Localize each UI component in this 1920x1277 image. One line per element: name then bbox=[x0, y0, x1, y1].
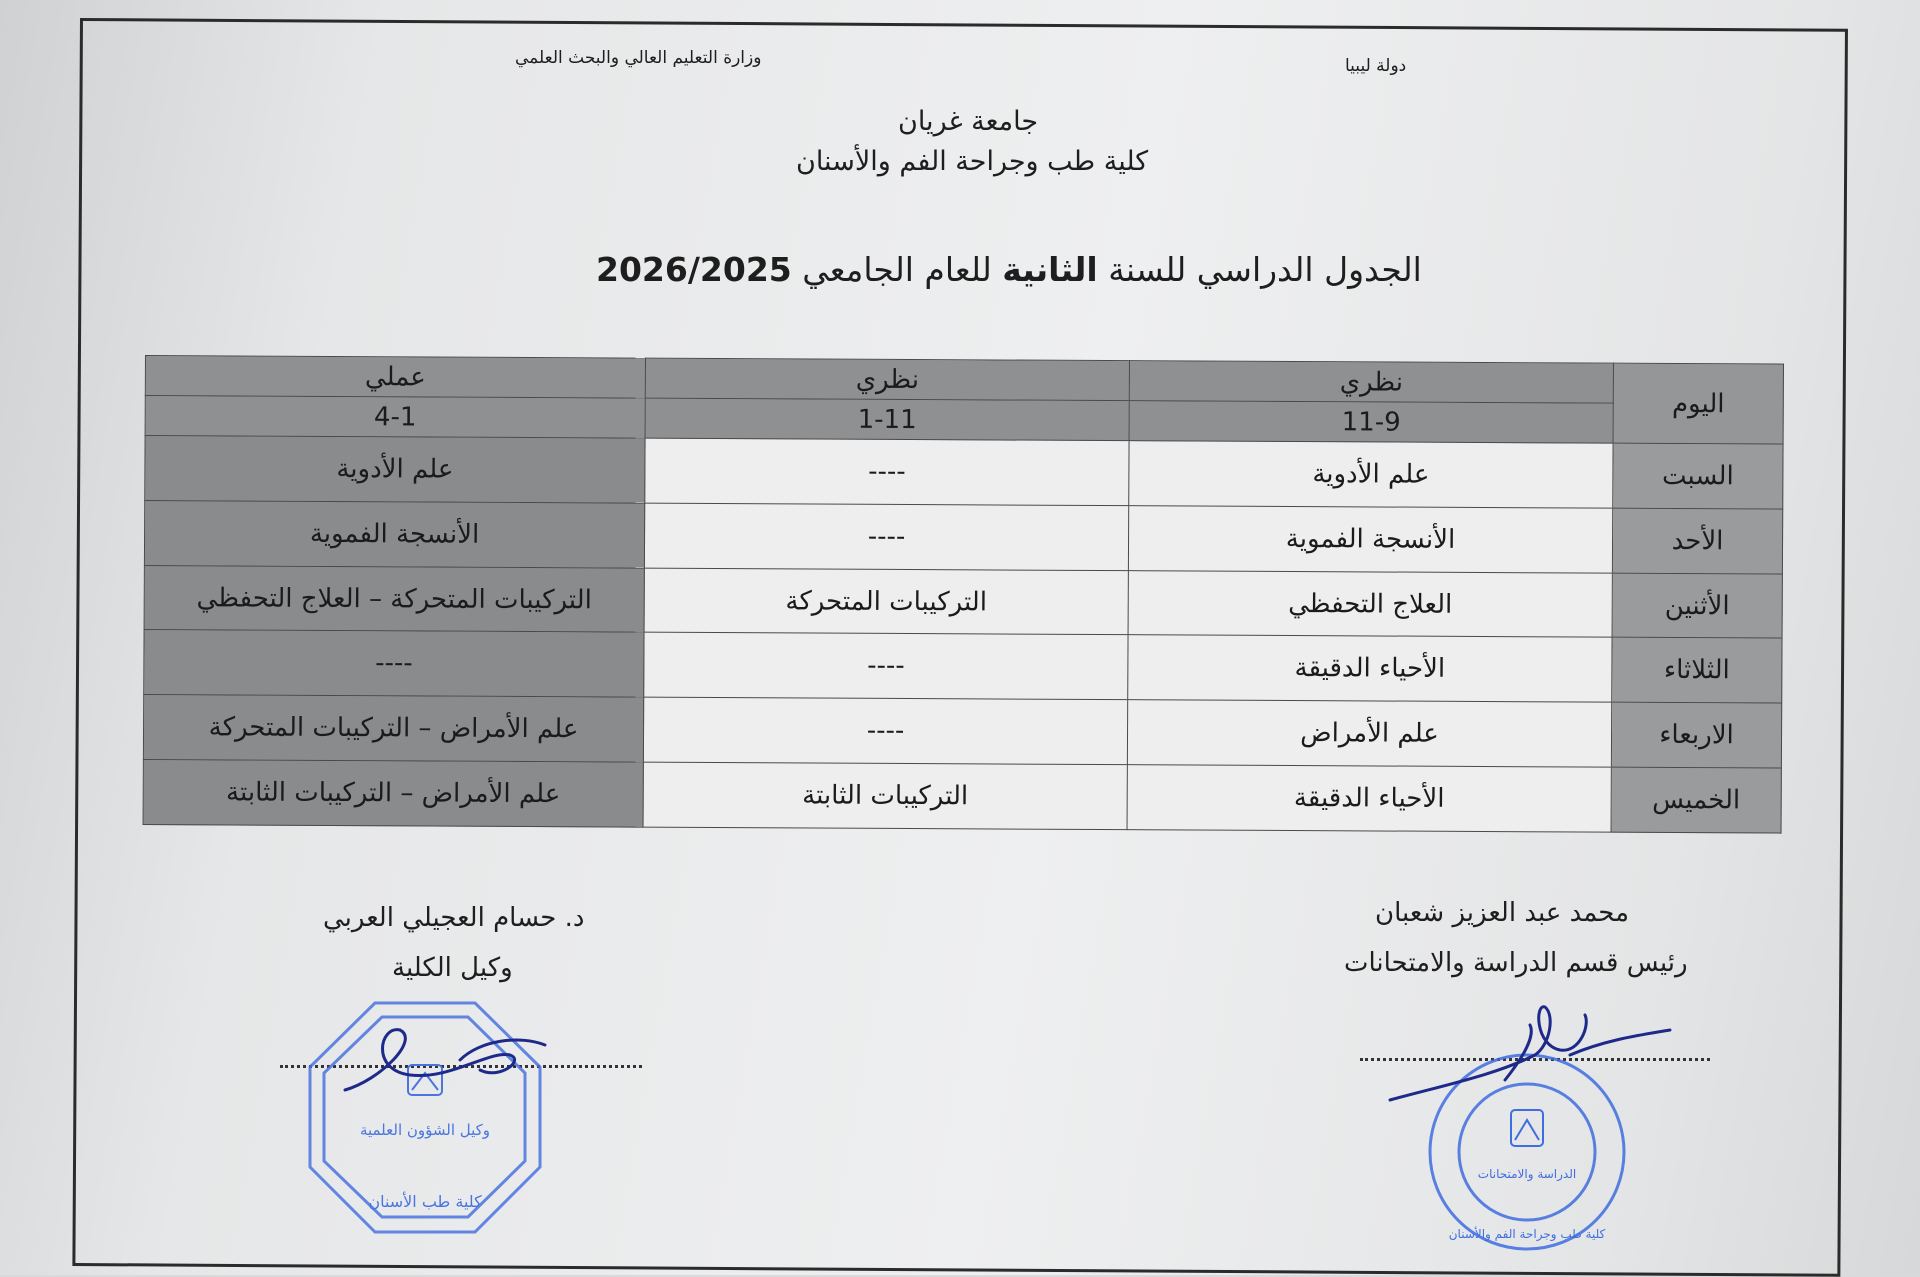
table-row bbox=[145, 436, 1783, 509]
page-title bbox=[596, 250, 1422, 289]
course-cell: علم الأمراض bbox=[1127, 700, 1611, 767]
col-time: 11-9 bbox=[1129, 401, 1613, 444]
course-cell: ---- bbox=[644, 503, 1128, 570]
day-cell: الثلاثاء bbox=[1612, 638, 1782, 704]
title-prefix: الجدول الدراسي للسنة bbox=[1097, 250, 1422, 289]
course-cell: ---- bbox=[644, 633, 1128, 700]
course-cell: التركيبات المتحركة – العلاج التحفظي bbox=[144, 565, 644, 632]
left-stamp-text: وكيل الشؤون العلمية bbox=[359, 1121, 491, 1139]
right-handwritten-signature bbox=[1385, 995, 1675, 1110]
course-cell: علم الأمراض – التركيبات الثابتة bbox=[143, 760, 643, 827]
col-type: نظري bbox=[645, 358, 1129, 401]
day-cell: السبت bbox=[1613, 443, 1783, 509]
title-suffix: للعام الجامعي bbox=[791, 250, 1003, 289]
right-stamp-ring: كلية طب وجراحة الفم والأسنان bbox=[1448, 1227, 1606, 1241]
table-row bbox=[143, 760, 1781, 833]
table-row bbox=[144, 565, 1782, 638]
left-stamp-ring: كلية طب الأسنان bbox=[368, 1192, 482, 1211]
course-cell: ---- bbox=[643, 697, 1127, 764]
right-signatory-name: محمد عبد العزيز شعبان bbox=[1375, 898, 1629, 928]
day-header: اليوم bbox=[1613, 363, 1783, 444]
title-year: 2026/2025 bbox=[596, 250, 792, 289]
course-cell: علم الأدوية bbox=[1129, 441, 1613, 508]
course-cell: علم الأمراض – التركيبات المتحركة bbox=[143, 695, 643, 762]
ministry-label: وزارة التعليم العالي والبحث العلمي bbox=[515, 48, 762, 68]
table-row bbox=[143, 695, 1781, 768]
left-signatory-name: د. حسام العجيلي العربي bbox=[323, 903, 585, 933]
title-emphasis: الثانية bbox=[1002, 250, 1098, 289]
university-name: جامعة غريان bbox=[898, 106, 1039, 137]
day-cell: الخميس bbox=[1611, 767, 1781, 833]
course-cell: علم الأدوية bbox=[145, 436, 645, 503]
course-cell: ---- bbox=[645, 438, 1129, 505]
course-cell: الأحياء الدقيقة bbox=[1128, 635, 1612, 702]
table-row bbox=[144, 500, 1782, 573]
col-type: نظري bbox=[1129, 361, 1613, 404]
course-cell: التركيبات الثابتة bbox=[643, 762, 1127, 829]
right-signatory-title: رئيس قسم الدراسة والامتحانات bbox=[1344, 948, 1688, 978]
course-cell: ---- bbox=[144, 630, 644, 697]
left-signatory-title: وكيل الكلية bbox=[392, 953, 513, 983]
right-stamp-emblem bbox=[1511, 1110, 1543, 1146]
table-row bbox=[144, 630, 1782, 703]
course-cell: التركيبات المتحركة bbox=[644, 568, 1128, 635]
country-label: دولة ليبيا bbox=[1345, 56, 1407, 76]
schedule-table bbox=[143, 355, 1784, 834]
course-cell: الأنسجة الفموية bbox=[144, 500, 644, 567]
left-handwritten-signature bbox=[340, 1010, 550, 1110]
course-cell: الأحياء الدقيقة bbox=[1127, 765, 1611, 832]
col-type: عملي bbox=[145, 356, 645, 399]
course-cell: الأنسجة الفموية bbox=[1128, 505, 1612, 572]
day-cell: الأثنين bbox=[1612, 573, 1782, 639]
course-cell: العلاج التحفظي bbox=[1128, 570, 1612, 637]
day-cell: الاربعاء bbox=[1611, 702, 1781, 768]
day-cell: الأحد bbox=[1612, 508, 1782, 574]
faculty-name: كلية طب وجراحة الفم والأسنان bbox=[796, 146, 1149, 177]
right-stamp-text: الدراسة والامتحانات bbox=[1477, 1167, 1577, 1181]
col-time: 4-1 bbox=[145, 396, 645, 439]
col-time: 1-11 bbox=[645, 398, 1129, 441]
